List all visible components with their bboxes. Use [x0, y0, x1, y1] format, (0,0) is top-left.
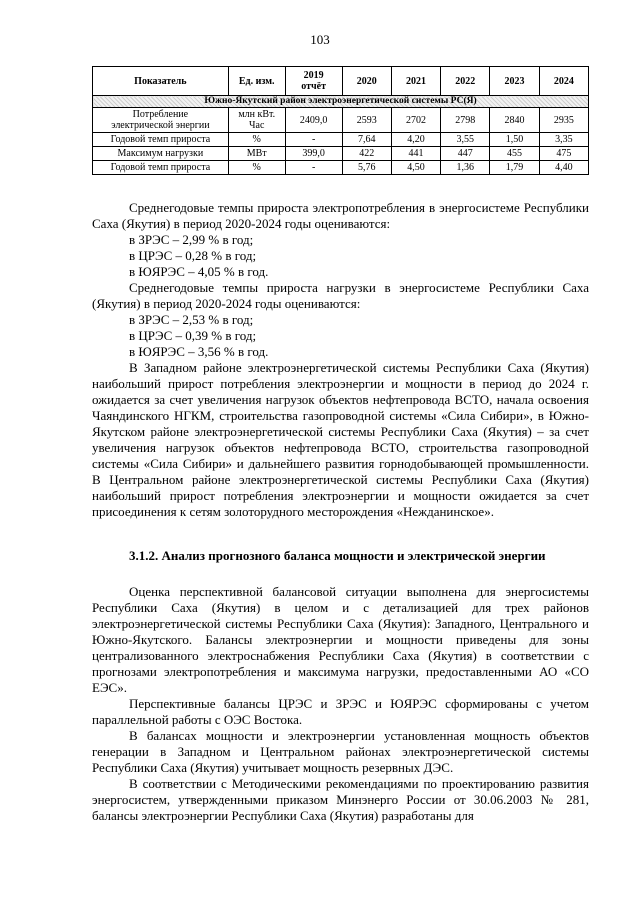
section-heading: 3.1.2. Анализ прогнозного баланса мощности и электрической энергии	[129, 548, 546, 563]
cell-2022: 447	[441, 147, 490, 161]
cell-2021: 2702	[391, 108, 440, 133]
paragraph: Перспективные балансы ЦРЭС и ЗРЭС и ЮЯРЭС сформированы с учетом параллельной работы с ОЭС Востока.	[92, 696, 589, 727]
table-row	[93, 133, 589, 147]
row-unit-line1: млн кВт.	[238, 109, 276, 120]
paragraph: В соответствии с Методическими рекомендациями по проектированию развития энергосистем, утвержденными приказом Минэнерго России от 30.06.2003 № 281, балансы электроэнергии Республики Саха (Якутия) разработаны для	[92, 776, 589, 823]
cell-2022: 2798	[441, 108, 490, 133]
growth-rates-section	[92, 200, 589, 520]
header-2024: 2024	[539, 67, 588, 96]
header-2019	[285, 67, 342, 96]
row-indicator: Годовой темп прироста	[93, 161, 229, 175]
region-row	[93, 96, 589, 108]
cell-2024: 475	[539, 147, 588, 161]
row-unit: %	[228, 161, 285, 175]
header-indicator: Показатель	[93, 67, 229, 96]
cell-2022: 1,36	[441, 161, 490, 175]
paragraph: Среднегодовые темпы прироста нагрузки в энергосистеме Республики Саха (Якутия) в период 2020-2024 годы оцениваются:	[92, 280, 589, 311]
cell-2021: 4,50	[391, 161, 440, 175]
cell-2022: 3,55	[441, 133, 490, 147]
row-unit: %	[228, 133, 285, 147]
cell-2024: 2935	[539, 108, 588, 133]
cell-2019: 399,0	[285, 147, 342, 161]
table-header-row	[93, 67, 589, 96]
cell-2019: -	[285, 161, 342, 175]
cell-2024: 4,40	[539, 161, 588, 175]
cell-2023: 455	[490, 147, 539, 161]
list-item: в ЗРЭС – 2,99 % в год;	[129, 232, 254, 247]
paragraph: Среднегодовые темпы прироста электропотребления в энергосистеме Республики Саха (Якутия) в период 2020-2024 годы оцениваются:	[92, 200, 589, 231]
header-2021: 2021	[391, 67, 440, 96]
row-indicator	[93, 108, 229, 133]
balance-analysis-section	[92, 584, 589, 824]
table-row	[93, 161, 589, 175]
paragraph: В балансах мощности и электроэнергии установленная мощность объектов генерации в Западном и Центральном районах электроэнергетической системы Республики Саха (Якутия) учитывает мощность резервных ДЭС.	[92, 728, 589, 775]
row-unit: МВт	[228, 147, 285, 161]
header-2020: 2020	[342, 67, 391, 96]
cell-2021: 441	[391, 147, 440, 161]
cell-2019: -	[285, 133, 342, 147]
cell-2023: 1,79	[490, 161, 539, 175]
forecast-table	[92, 66, 589, 175]
cell-2020: 5,76	[342, 161, 391, 175]
cell-2023: 1,50	[490, 133, 539, 147]
cell-2019: 2409,0	[285, 108, 342, 133]
row-indicator-line2: электрической энергии	[111, 120, 210, 131]
cell-2020: 422	[342, 147, 391, 161]
list-item: в ЦРЭС – 0,39 % в год;	[129, 328, 257, 343]
row-indicator-line1: Потребление	[132, 109, 189, 120]
row-unit	[228, 108, 285, 133]
row-unit-line2: Час	[249, 120, 265, 131]
header-2019-year: 2019	[303, 70, 324, 81]
list-item: в ЮЯРЭС – 3,56 % в год.	[129, 344, 269, 359]
header-unit: Ед. изм.	[228, 67, 285, 96]
list-item: в ЮЯРЭС – 4,05 % в год.	[129, 264, 269, 279]
cell-2024: 3,35	[539, 133, 588, 147]
cell-2021: 4,20	[391, 133, 440, 147]
cell-2020: 7,64	[342, 133, 391, 147]
table-row	[93, 108, 589, 133]
list-item: в ЗРЭС – 2,53 % в год;	[129, 312, 254, 327]
list-item: в ЦРЭС – 0,28 % в год;	[129, 248, 257, 263]
paragraph: Оценка перспективной балансовой ситуации выполнена для энергосистемы Республики Саха (Якутия) в целом и с детализацией для трех районов электроэнергетической системы Республики Саха (Якутия): Западного, Центрального и Южно-Якутского. Балансы электроэнергии и мощности приведены для зоны централизованного электроснабжения Республики Саха (Якутия) в соответствии с прогнозами электропотребления и максимума нагрузки, предоставленными АО «СО ЕЭС».	[92, 584, 589, 695]
header-2019-report: отчёт	[301, 81, 327, 92]
header-2023: 2023	[490, 67, 539, 96]
page-number: 103	[310, 32, 330, 47]
paragraph: В Западном районе электроэнергетической системы Республики Саха (Якутия) наибольший прирост потребления электроэнергии и мощности в период до 2024 г. ожидается за счет увеличения нагрузок объектов нефтепровода ВСТО, начала освоения Чаяндинского НГКМ, строительства газопроводной системы «Сила Сибири», в Южно-Якутском районе электроэнергетической системы Республики Саха (Якутия) – за счет увеличения нагрузок объектов нефтепровода ВСТО, строительства газопроводной системы «Сила Сибири» и дальнейшего развития горнодобывающей промышленности. В Центральном районе электроэнергетической системы Республики Саха (Якутия) наибольший прирост потребления электроэнергии и мощности ожидается за счет присоединения к сетям золоторудного месторождения «Нежданинское».	[92, 360, 589, 519]
header-2022: 2022	[441, 67, 490, 96]
table-row	[93, 147, 589, 161]
cell-2020: 2593	[342, 108, 391, 133]
row-indicator: Годовой темп прироста	[93, 133, 229, 147]
cell-2023: 2840	[490, 108, 539, 133]
row-indicator: Максимум нагрузки	[93, 147, 229, 161]
region-title: Южно-Якутский район электроэнергетической системы РС(Я)	[93, 96, 589, 108]
